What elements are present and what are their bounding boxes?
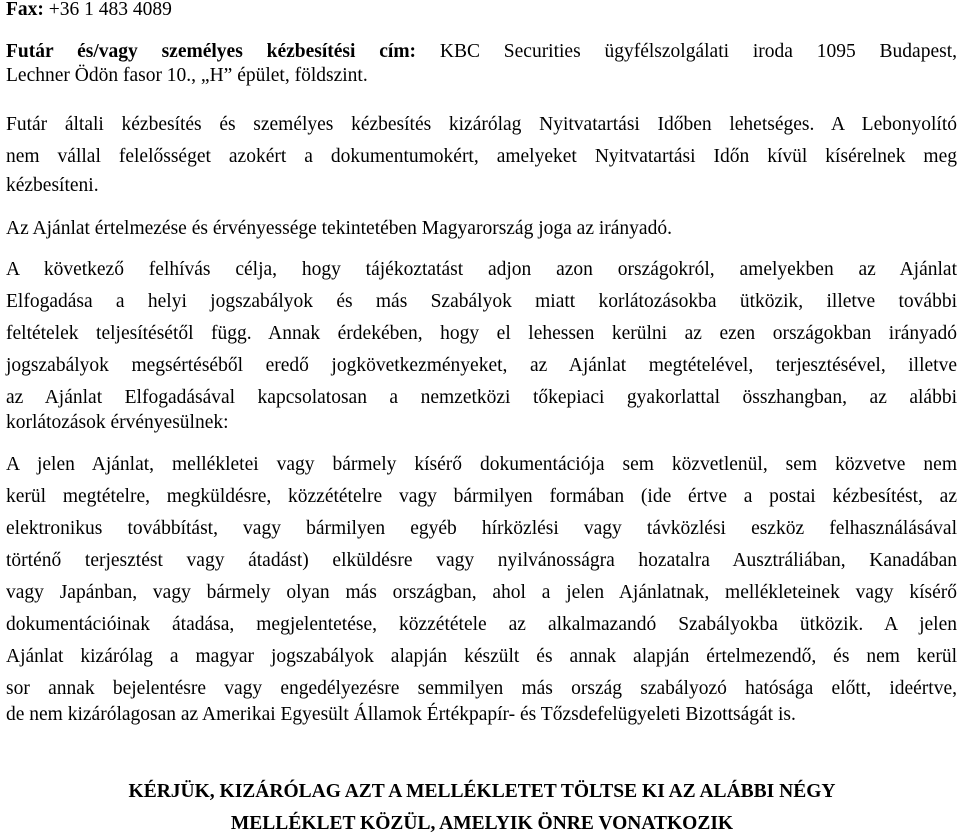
fax-number: +36 1 483 4089 (43, 0, 172, 20)
restrictions-paragraph-line: Ajánlat kizárólag a magyar jogszabályok alapján készült és annak alapján értelmezendő, és nem kerül (6, 646, 957, 667)
courier-label: Futár és/vagy személyes kézbesítési cím: (6, 41, 417, 62)
courier-address-line-1 (6, 40, 957, 64)
section-heading-line-1: KÉRJÜK, KIZÁRÓLAG AZT A MELLÉKLETET TÖLTSE KI AZ ALÁBBI NÉGY (128, 781, 836, 802)
restrictions-paragraph-line: elektronikus továbbítást, vagy bármilyen egyéb hírközlési vagy távközlési eszköz felhasználásával (6, 518, 957, 539)
delivery-paragraph-line: Futár általi kézbesítés és személyes kézbesítés kizárólag Nyitvatartási Időben lehetséges. A Lebonyolító (6, 114, 957, 135)
fax-line (6, 0, 172, 22)
restrictions-paragraph-line: de nem kizárólagosan az Amerikai Egyesült Államok Értékpapír- és Tőzsdefelügyeleti Bizottságát is. (6, 704, 796, 725)
notice-paragraph-line: A következő felhívás célja, hogy tájékoztatást adjon azon országokról, amelyekben az Ajánlat (6, 259, 957, 280)
fax-label: Fax: (6, 0, 44, 20)
restrictions-paragraph-line: sor annak bejelentésre vagy engedélyezésre semmilyen más ország szabályozó hatósága előtt, ideértve, (6, 678, 957, 699)
notice-paragraph-line: az Ajánlat Elfogadásával kapcsolatosan a nemzetközi tőkepiaci gyakorlattal összhangban, az alábbi (6, 387, 957, 408)
section-heading-line-2: MELLÉKLET KÖZÜL, AMELYIK ÖNRE VONATKOZIK (230, 813, 734, 834)
courier-address-line-2: Lechner Ödön fasor 10., „H” épület, földszint. (6, 65, 368, 86)
restrictions-paragraph-line: vagy Japánban, vagy bármely olyan más országban, ahol a jelen Ajánlatnak, mellékleteinek vagy kísérő (6, 582, 957, 603)
restrictions-paragraph-line: dokumentációinak átadása, megjelentetése, közzététele az alkalmazandó Szabályokba ütközik. A jelen (6, 614, 957, 635)
notice-paragraph-line: Elfogadása a helyi jogszabályok és más Szabályok miatt korlátozásokba ütközik, illetve további (6, 291, 957, 312)
restrictions-paragraph-line: A jelen Ajánlat, mellékletei vagy bármely kísérő dokumentációja sem közvetlenül, sem közvetve nem (6, 454, 957, 475)
restrictions-paragraph-line: történő terjesztést vagy átadást) elküldésre vagy nyilvánosságra hozatalra Ausztráliában, Kanadában (6, 550, 957, 571)
notice-paragraph-line: jogszabályok megsértéséből eredő jogkövetkezményeket, az Ajánlat megtételével, terjesztésével, illetve (6, 355, 957, 376)
delivery-paragraph-line: kézbesíteni. (6, 175, 99, 196)
delivery-paragraph-line: nem vállal felelősséget azokért a dokumentumokért, amelyeket Nyitvatartási Időn kívül kísérelnek meg (6, 146, 957, 167)
governing-law-paragraph: Az Ajánlat értelmezése és érvényessége tekintetében Magyarország joga az irányadó. (6, 218, 672, 239)
notice-paragraph-line: korlátozások érvényesülnek: (6, 412, 229, 433)
notice-paragraph-line: feltételek teljesítésétől függ. Annak érdekében, hogy el lehessen kerülni az ezen országokban irányadó (6, 323, 957, 344)
courier-address-start: KBC Securities ügyfélszolgálati iroda 1095 Budapest, (416, 41, 957, 62)
restrictions-paragraph-line: kerül megtételre, megküldésre, közzétételre vagy bármilyen formában (ide értve a postai kézbesítést, az (6, 486, 957, 507)
